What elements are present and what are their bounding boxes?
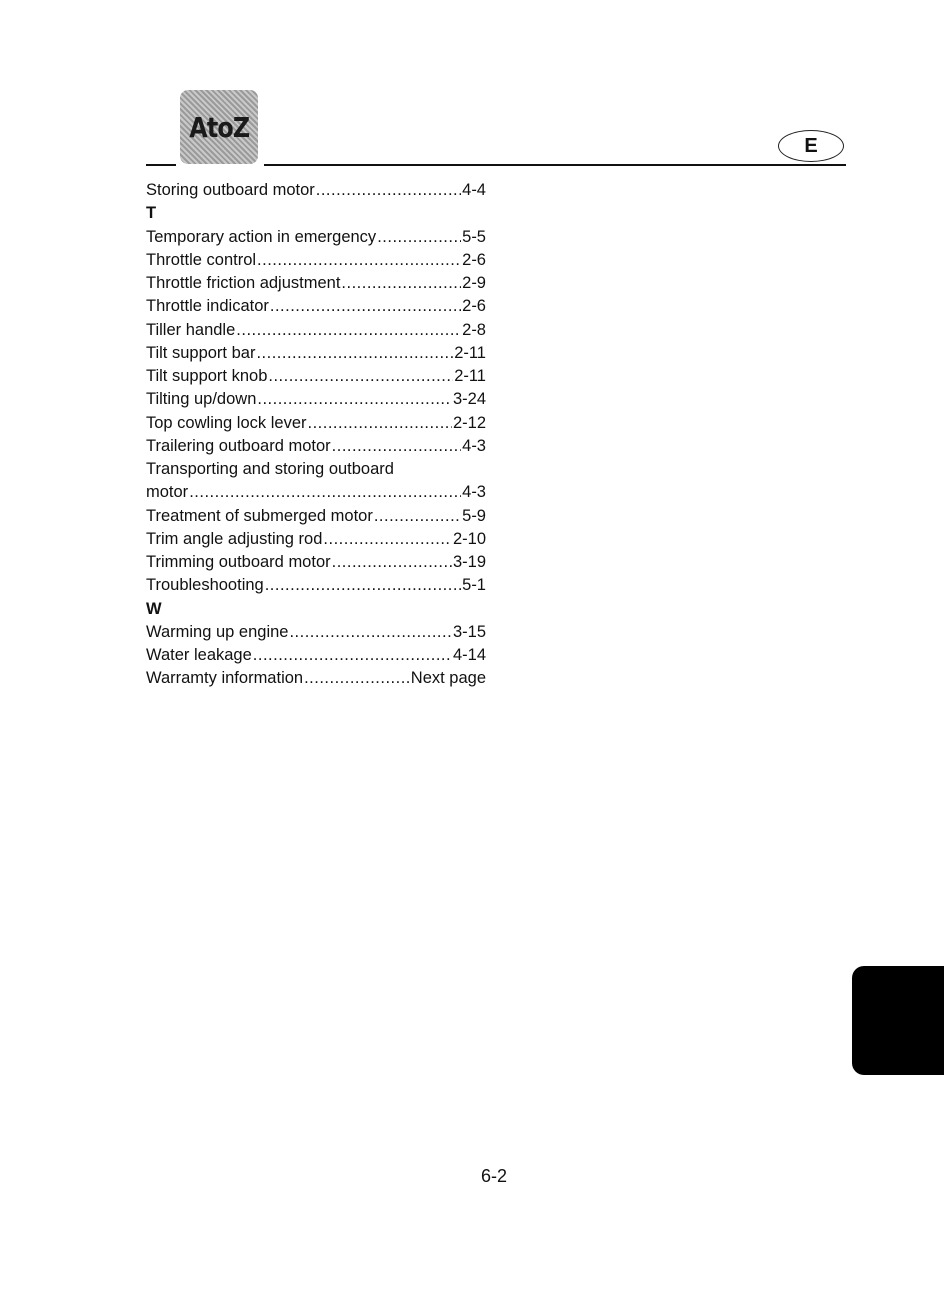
index-entry bbox=[146, 505, 486, 528]
entry-page: 3-19 bbox=[452, 553, 486, 571]
leader-dots bbox=[253, 644, 452, 667]
index-entry bbox=[146, 551, 486, 574]
entry-term: Storing outboard motor bbox=[146, 181, 315, 199]
leader-dots bbox=[341, 272, 461, 295]
entry-term: Tilt support knob bbox=[146, 367, 268, 385]
entry-page: 4-3 bbox=[462, 436, 486, 455]
entry-term: Treatment of submerged motor bbox=[146, 506, 373, 525]
entry-page: 2-11 bbox=[454, 343, 486, 362]
entry-term: Warming up engine bbox=[146, 622, 289, 641]
entry-term: Tilt support bar bbox=[146, 343, 256, 362]
entry-term: Trailering outboard motor bbox=[146, 436, 331, 455]
leader-dots bbox=[377, 226, 461, 249]
entry-term: Tilting up/down bbox=[146, 390, 257, 409]
entry-page: 2-6 bbox=[462, 250, 486, 269]
page-number: 6-2 bbox=[481, 1166, 508, 1186]
entry-page: 5-9 bbox=[462, 506, 486, 525]
index-entry bbox=[146, 412, 486, 435]
entry-page: 2-10 bbox=[452, 529, 486, 548]
leader-dots bbox=[323, 528, 452, 551]
leader-dots bbox=[265, 574, 461, 597]
leader-dots bbox=[304, 667, 410, 690]
index-entry bbox=[146, 319, 486, 342]
entry-page: 2-12 bbox=[452, 413, 486, 432]
index-entry bbox=[146, 528, 486, 551]
index-entry bbox=[146, 342, 486, 365]
entry-term: Trim angle adjusting rod bbox=[146, 529, 323, 548]
language-badge: E bbox=[778, 130, 844, 162]
leader-dots bbox=[289, 621, 452, 644]
entry-term: Throttle indicator bbox=[146, 297, 269, 316]
entry-term: Throttle control bbox=[146, 250, 257, 269]
entry-term: Troubleshooting bbox=[146, 576, 264, 595]
entry-page: 4-4 bbox=[462, 181, 486, 199]
atoz-logo bbox=[180, 90, 258, 164]
index-entry bbox=[146, 179, 486, 202]
entry-term: Temporary action in emergency bbox=[146, 227, 377, 246]
index-entry bbox=[146, 365, 486, 388]
entry-page: 2-6 bbox=[462, 297, 486, 316]
index-entry bbox=[146, 295, 486, 318]
entry-page: 4-3 bbox=[462, 483, 486, 502]
leader-dots bbox=[256, 342, 453, 365]
index-entry bbox=[146, 621, 486, 644]
index-entry bbox=[146, 226, 486, 249]
index-entry bbox=[146, 435, 486, 458]
leader-dots bbox=[270, 295, 461, 318]
entry-term-line1: Transporting and storing outboard bbox=[146, 460, 394, 478]
entry-term: motor bbox=[146, 483, 189, 502]
entry-page: 2-11 bbox=[454, 367, 486, 385]
index-entry bbox=[146, 272, 486, 295]
leader-dots bbox=[268, 365, 453, 388]
leader-dots bbox=[257, 249, 461, 272]
entry-page: 2-9 bbox=[462, 274, 486, 292]
logo-text: AtoZ bbox=[188, 110, 250, 144]
entry-term: Trimming outboard motor bbox=[146, 553, 331, 571]
entry-term: Throttle friction adjustment bbox=[146, 274, 341, 292]
index-entry bbox=[146, 574, 486, 597]
header-rule-left bbox=[146, 164, 176, 166]
entry-term: Water leakage bbox=[146, 646, 252, 664]
leader-dots bbox=[236, 319, 461, 342]
entry-term: Warramty information bbox=[146, 669, 304, 688]
entry-page: 2-8 bbox=[462, 320, 486, 339]
entry-term: Top cowling lock lever bbox=[146, 413, 307, 432]
section-letter-t: T bbox=[146, 204, 157, 223]
entry-page: Next page bbox=[410, 669, 486, 688]
entry-term: Tiller handle bbox=[146, 320, 236, 339]
header-rule-right bbox=[264, 164, 846, 166]
leader-dots bbox=[332, 435, 461, 458]
leader-dots bbox=[332, 551, 452, 574]
section-letter-w: W bbox=[146, 599, 162, 618]
entry-page: 5-5 bbox=[462, 227, 486, 246]
index-entry bbox=[146, 644, 486, 667]
leader-dots bbox=[374, 505, 461, 528]
entry-page: 3-15 bbox=[452, 622, 486, 641]
entry-page: 3-24 bbox=[452, 390, 486, 409]
leader-dots bbox=[257, 388, 452, 411]
entry-page: 4-14 bbox=[452, 646, 486, 664]
index-entry bbox=[146, 249, 486, 272]
section-thumb-tab bbox=[852, 966, 944, 1075]
index-entry bbox=[146, 667, 486, 690]
index-list bbox=[146, 179, 486, 691]
leader-dots bbox=[308, 412, 452, 435]
entry-page: 5-1 bbox=[462, 576, 486, 595]
index-entry bbox=[146, 388, 486, 411]
index-entry bbox=[146, 481, 486, 504]
leader-dots bbox=[189, 481, 461, 504]
leader-dots bbox=[316, 179, 461, 202]
